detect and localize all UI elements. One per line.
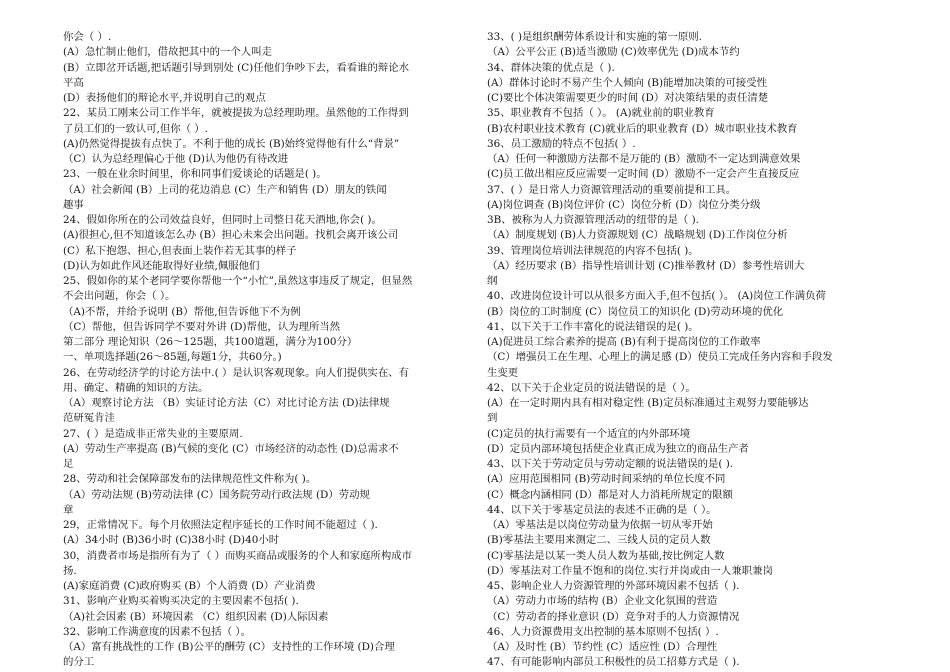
text-line: 22、某员工刚来公司工作半年，就被提拔为总经理助理。虽然他的工作得到 [63, 107, 409, 120]
text-line: 28、劳动和社会保障部发布的法律规范性文件称为( )。 [63, 473, 317, 486]
text-line: （A）劳动力市场的结构 (B）企业文化氛围的营造 [487, 595, 718, 608]
text-line: 生变更 [487, 366, 519, 379]
text-line: (C)零基法是以某一类人员人数为基础,按比例定人数 [487, 549, 725, 562]
text-line: （C）认为总经理偏心于他 (D)认为他仍有待改进 [63, 153, 289, 165]
text-line: 41、以下关于工作丰富化的说法错误的是( )。 [487, 320, 699, 333]
text-line: 46、人力资源费用支出控制的基本原则不包括( ）. [487, 625, 719, 638]
text-line: 用、确定、精确的知识的方法。 [63, 381, 209, 394]
text-line: (A)很担心,但不知道该怎么办 (B）担心未来会出问题。找机会离开该公司 [63, 229, 399, 242]
text-line: 章 [63, 503, 74, 516]
text-line: （C）增强员工在生理、心理上的满足感 (D）使员工完成任务内容和手段发 [487, 351, 833, 364]
text-line: 47、有可能影响内部员工积极性的员工招募方式是（ ). [487, 656, 740, 669]
text-line: 到 [487, 412, 498, 425]
text-line: 31、影响产业购买着购买决定的主要因素不包括( ). [63, 595, 299, 608]
text-line: 40、改进岗位设计可以从很多方面入手,但不包括( ）。 (A)岗位工作满负荷 [487, 290, 826, 303]
text-line: （A）任何一种激励方法都不是万能的 (B）激励不一定达到满意效果 [487, 153, 801, 165]
text-line: (A)促进员工综合素养的提高 (B)有利于提高岗位的工作敢率 [487, 336, 761, 348]
text-line: 32、影响工作满意度的因素不包括（ ）。 [63, 625, 251, 638]
text-line: （A）零基法是以岗位劳动量为依据一切从零开始 [487, 519, 713, 531]
text-line: 44、以下关于零基定员法的表述不正确的是（ ）。 [487, 503, 717, 516]
text-line: 趣事 [63, 198, 84, 211]
text-line: (B）立即岔开话题,把话题引导到别处 (C)任他们争吵下去，看看谁的辩论水 [63, 61, 410, 74]
text-line: (C）私下抱怨、担心,但表面上装作若无其事的样子 [63, 244, 297, 257]
text-line: 24、假如你所在的公司效益良好，但同时上司整日花天酒地,你会( )。 [63, 214, 382, 226]
text-line: 43、以下关于劳动定员与劳动定额的说法错误的是( ). [487, 458, 734, 470]
text-line: （A）经历要求 (B）指导性培训计划 (C)推举教材 (D）参考性培训大 [487, 259, 805, 272]
text-line: 足 [63, 458, 74, 470]
text-line: 35、职业教育不包括（ ）。 (A)就业前的职业教育 [487, 107, 715, 120]
text-line: (A)仍然觉得提拔有点快了。不利于他的成长 (B)始终觉得他有什么“背景” [63, 137, 400, 150]
text-line: （A）社会新闻 (B）上司的花边消息 (C）生产和销售 (D）朋友的铁闻 [63, 183, 387, 196]
text-line: 3B、被称为人力资源管理活动的纽带的是（ ). [487, 214, 699, 226]
text-line: 平高 [63, 76, 84, 89]
text-line: （A)社会因素 (B）环境因素 （C）组织因素 (D)人际因素 [63, 610, 329, 623]
text-line: (D）零基法对工作量不饱和的岗位.实行并岗或由一人兼职兼岗 [487, 564, 773, 577]
section-heading: 第二部分 理论知识（26～125题，共100道题，满分为100分） [63, 336, 358, 348]
text-line: 37、( ）是日常人力资源管理活动的重要前提和工具。 [487, 183, 737, 196]
text-line: (A)家庭消费 (C)政府购买 (B）个人消费 (D）产业消费 [63, 580, 316, 592]
text-line: (B)农村职业技术教育 (C)就业后的职业教育 (D）城市职业技术教育 [487, 122, 798, 135]
text-line: （A）劳动法规 (B)劳动法律 (C）国务院劳动行政法规 (D）劳动规 [63, 488, 370, 501]
text-line: (D）定员内部环境包括使企业真正成为独立的商品生产者 [487, 442, 749, 455]
text-line: （C）帮他，但告诉同学不要对外讲 (D)帮他，认为理所当然 [63, 320, 341, 333]
text-line: （C）劳动者的择业意识 (D）竞争对手的人力资源情况 [487, 610, 740, 623]
text-line: 36、员工激励的特点不包括( ）. [487, 137, 636, 150]
text-line: (C)员工做出相应反应需要一定时间 (D）激励不一定会产生直接反应 [487, 168, 800, 181]
text-line: 26、在劳动经济学的讨论方法中.( ）是认识客观现象。向人们提供实在、有 [63, 366, 409, 379]
text-line: (C)定员的执行需要有一个适宜的内外部环境 [487, 427, 691, 440]
text-line: （A）富有挑战性的工作 (B)公平的酬劳 (C）支持性的工作环境 (D)合理 [63, 641, 395, 653]
text-line: 扬. [63, 564, 77, 577]
text-line: 29，正常情况下。每个月依照法定程序延长的工作时间不能超过（ ). [63, 519, 378, 531]
text-line: （A）制度规划 (B)人力资源规划 (C）战略规划 (D)工作岗位分析 [487, 229, 788, 242]
section-heading: 一、单项选择题(26～85题,每题1分，共60分。) [63, 351, 282, 364]
text-line: 30，消费者市场是指所有为了（ ）而购买商品或服务的个人和家庭所构成市 [63, 549, 413, 562]
text-line: (A)岗位调查 (B)岗位评价 (C）岗位分析 (D）岗位分类分级 [487, 198, 761, 211]
text-line: (A）群体讨论时不易产生个人倾向 (B)能增加决策的可接受性 [487, 76, 767, 89]
text-line: 了员工们的一致认可,但你（ ）. [63, 122, 208, 135]
left-column [63, 30, 477, 671]
text-line: (B）岗位的工时制度 (C）岗位员工的知识化 (D)劳动环境的优化 [487, 305, 784, 318]
text-line: 范研冤肯洼 [63, 412, 115, 425]
text-line: 的分工 [63, 656, 95, 669]
text-line: 27、( ）是造成非正常失业的主要原周. [63, 427, 243, 440]
text-line: 23、一般在业余时间里，你和同事们爱谈论的话题是( )。 [63, 168, 327, 181]
text-line: (C)要比个体决策需要更少的时间 (D）对决策结果的责任清楚 [487, 92, 769, 104]
text-line: 42、以下关于企业定员的说法错误的是（ ）。 [487, 381, 696, 394]
text-line: 你会（ ）. [63, 31, 112, 43]
text-line: 不会出问题，你会（ ）。 [63, 290, 176, 303]
text-line: (A）在一定时期内具有相对稳定性 (B)定员标准通过主观努力要能够达 [487, 397, 809, 409]
text-line: (A）急忙制止他们，借故把其中的一个人叫走 [63, 46, 272, 59]
text-line: （A）及时性 (B）节约性 (C）适应性 (D）合理性 [487, 641, 718, 653]
text-line: (A）应用范围相同 (B)劳动时间采纳的单位长度不同 [487, 473, 726, 486]
text-line: 纲 [487, 275, 498, 287]
text-line: （A）公平公正 (B)适当激励 (C)效率优先 (D)成本节约 [487, 46, 740, 59]
text-line: 39、管理岗位培训法律规范的内容不包括( )。 [487, 244, 699, 257]
text-line: (B)零基法主要用来测定二、三线人员的定员人数 [487, 534, 711, 547]
text-line: 34、群体决策的优点是（ ). [487, 61, 615, 74]
right-column [487, 30, 897, 671]
text-line: (D）表扬他们的辩论水平,并说明自己的观点 [63, 92, 266, 104]
text-line: 45、影响企业人力资源管理的外部环境因素不包括（ ). [487, 580, 740, 592]
text-line: 25、假如你的某个老同学要你帮他一个“小忙”,虽然这事违反了规定，但显然 [63, 275, 413, 287]
text-line: (C）概念内涵相同 (D）都是对人力消耗所规定的限额 [487, 488, 733, 501]
text-line: (A）劳动生产率提高 (B)气候的变化 (C）市场经济的动态性 (D)总需求不 [63, 442, 399, 455]
text-line: （A）观察讨论方法 （B）实证讨论方法（C）对比讨论方法 (D)法律规 [63, 397, 390, 409]
text-line: 33、( )是组织酬劳体系设计和实施的第一原则. [487, 31, 702, 43]
text-line: (A）34小时 (B)36小时 (C)38小时 (D)40小时 [63, 534, 280, 547]
text-line: （A)不帮，并给予说明 (B）帮他,但告诉他下不为例 [63, 305, 301, 318]
text-line: (D)认为如此作风还能取得好业绩,佩服他们 [63, 259, 260, 272]
